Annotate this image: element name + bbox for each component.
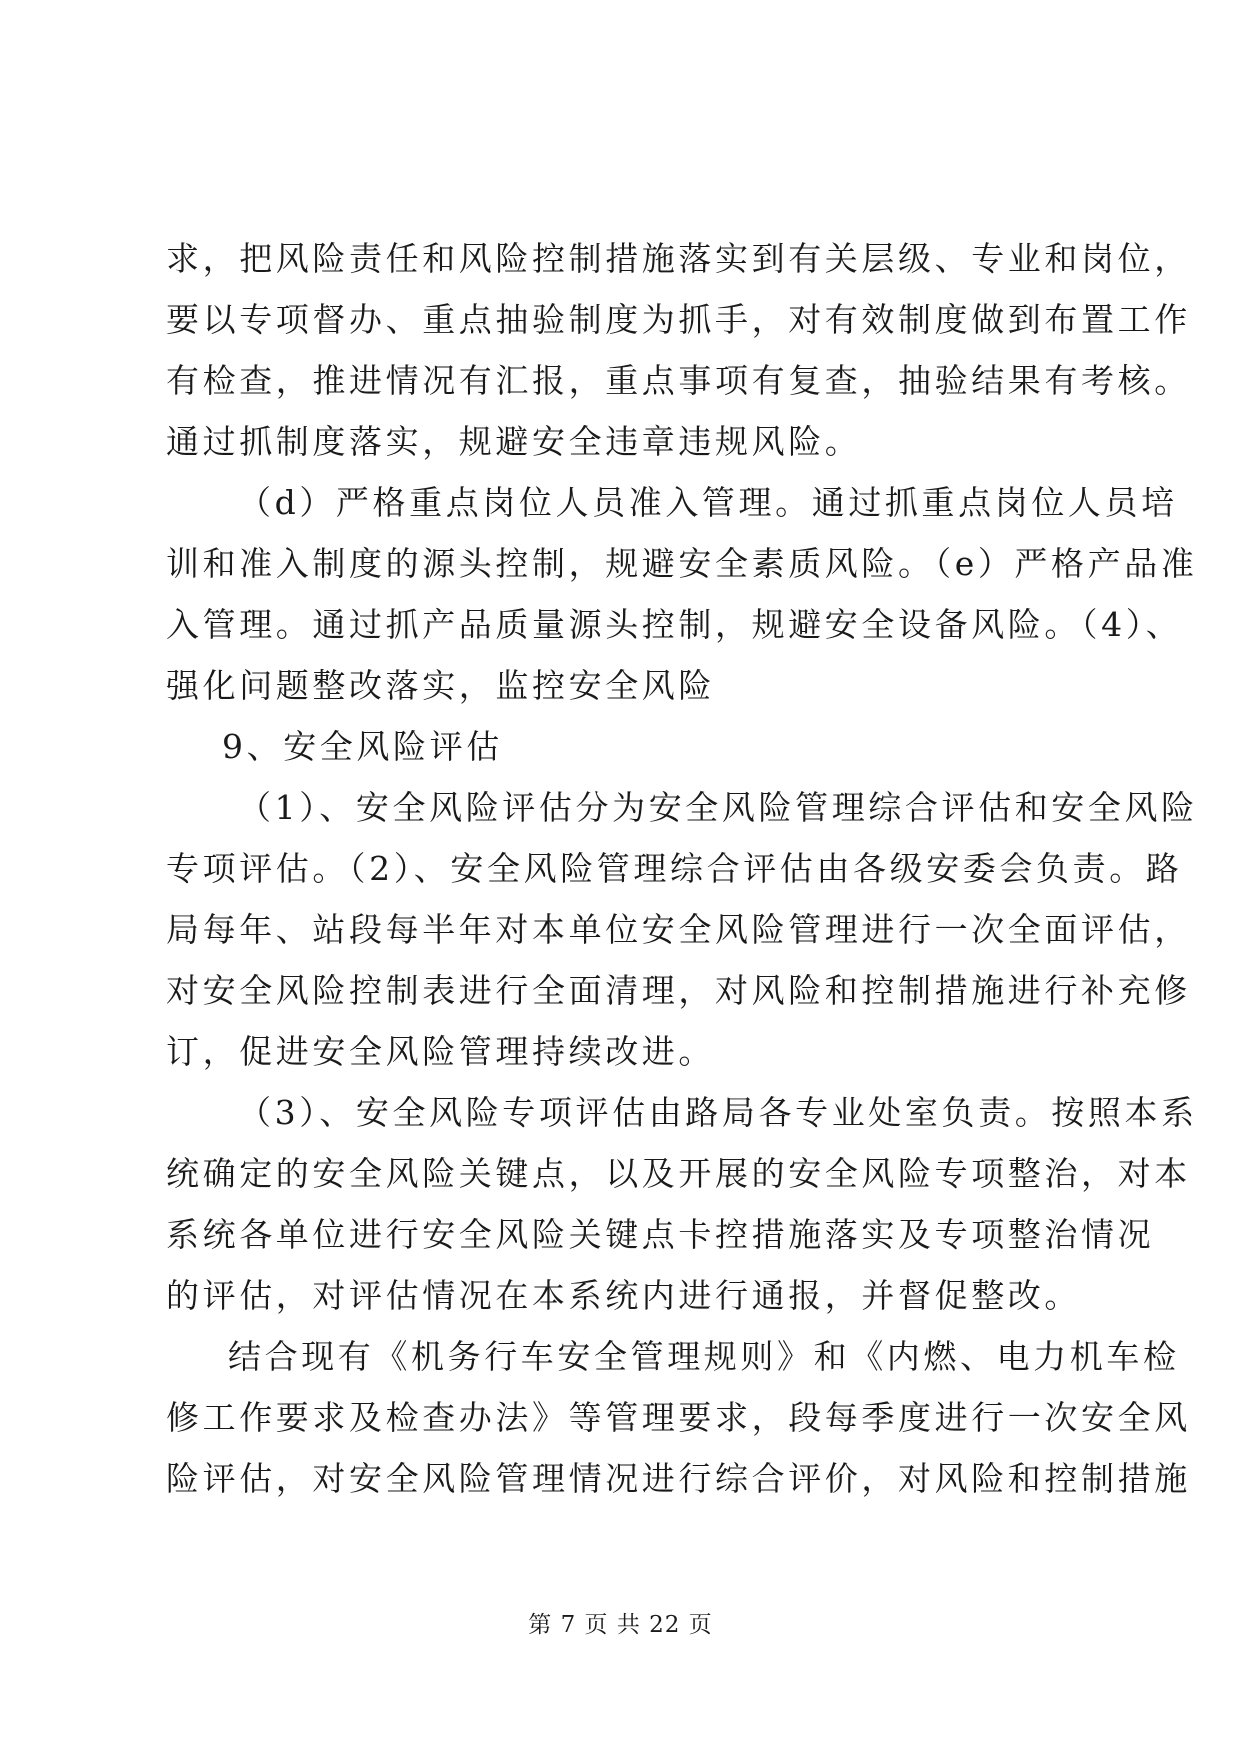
text-line: 统确定的安全风险关键点，以及开展的安全风险专项整治，对本 — [166, 1154, 1191, 1193]
text-line: 对安全风险控制表进行全面清理，对风险和控制措施进行补充修 — [166, 971, 1191, 1010]
text-line: 要以专项督办、重点抽验制度为抓手，对有效制度做到布置工作 — [166, 300, 1191, 339]
text-line: 通过抓制度落实，规避安全违章违规风险。 — [166, 422, 862, 461]
text-line: 险评估，对安全风险管理情况进行综合评价，对风险和控制措施 — [166, 1459, 1191, 1498]
text-line: 系统各单位进行安全风险关键点卡控措施落实及专项整治情况 — [166, 1215, 1155, 1254]
text-line: 订，促进安全风险管理持续改进。 — [166, 1032, 715, 1071]
text-line: 训和准入制度的源头控制，规避安全素质风险。（e）严格产品准 — [166, 544, 1198, 583]
paragraph-start-line: 结合现有《机务行车安全管理规则》和《内燃、电力机车检 — [228, 1337, 1180, 1376]
section-heading: 9、安全风险评估 — [222, 727, 503, 766]
paragraph-start-line: （1）、安全风险评估分为安全风险管理综合评估和安全风险 — [238, 788, 1198, 827]
page-number-footer: 第 7 页 共 22 页 — [528, 1612, 713, 1638]
text-line: 求，把风险责任和风险控制措施落实到有关层级、专业和岗位， — [166, 239, 1191, 278]
text-line: 强化问题整改落实，监控安全风险 — [166, 666, 715, 705]
text-line: 专项评估。（2）、安全风险管理综合评估由各级安委会负责。路 — [166, 849, 1183, 888]
text-line: 的评估，对评估情况在本系统内进行通报，并督促整改。 — [166, 1276, 1081, 1315]
text-line: 局每年、站段每半年对本单位安全风险管理进行一次全面评估， — [166, 910, 1191, 949]
text-line: 有检查，推进情况有汇报，重点事项有复查，抽验结果有考核。 — [166, 361, 1191, 400]
text-line: 入管理。通过抓产品质量源头控制，规避安全设备风险。（4）、 — [166, 605, 1183, 644]
paragraph-start-line: （d）严格重点岗位人员准入管理。通过抓重点岗位人员培 — [238, 483, 1178, 522]
document-body — [166, 228, 1198, 1509]
text-line: 修工作要求及检查办法》等管理要求，段每季度进行一次安全风 — [166, 1398, 1191, 1437]
paragraph-start-line: （3）、安全风险专项评估由路局各专业处室负责。按照本系 — [238, 1093, 1198, 1132]
